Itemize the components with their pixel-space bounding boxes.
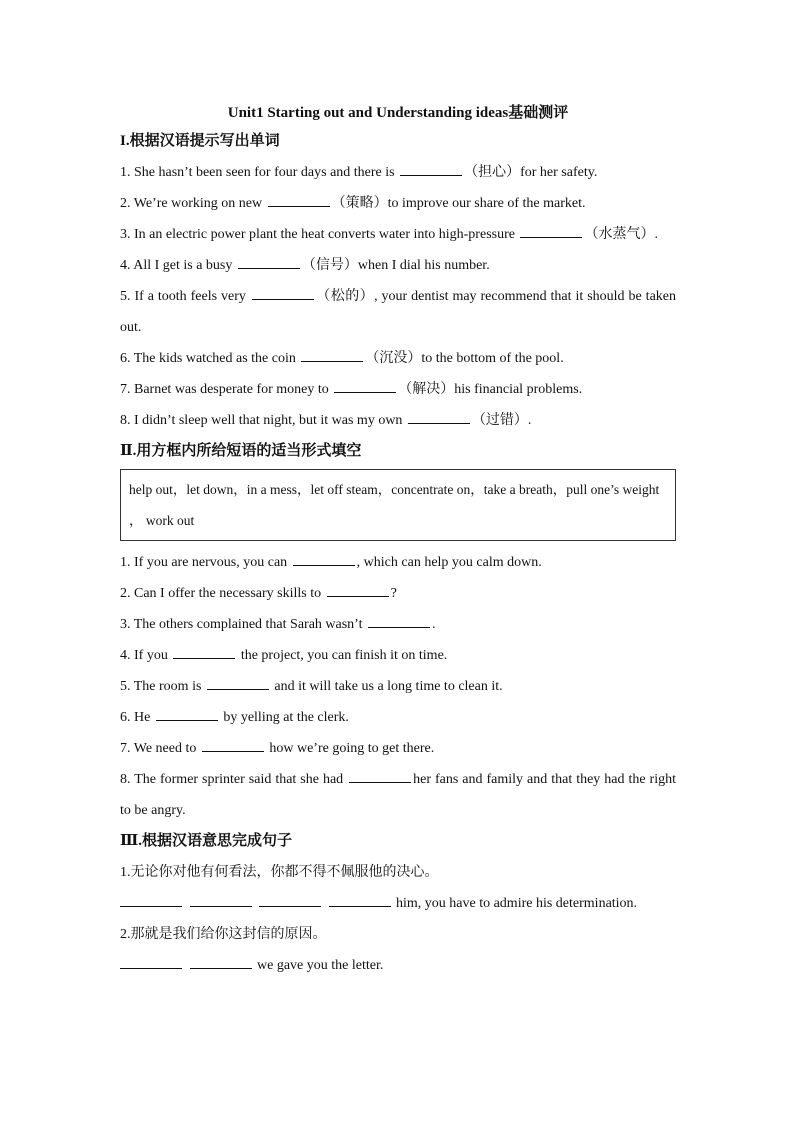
answer-blank[interactable]: [293, 551, 355, 566]
answer-blank[interactable]: [329, 892, 391, 907]
section-2-item: 8. The former sprinter said that she had her fans and family and that they had the right to be angry.: [120, 764, 676, 826]
answer-blank[interactable]: [173, 644, 235, 659]
answer-blank[interactable]: [252, 285, 314, 300]
answer-blank[interactable]: [349, 768, 411, 783]
section-1-item: 8. I didn’t sleep well that night, but it was my own （过错）.: [120, 405, 676, 436]
answer-blank[interactable]: [400, 161, 462, 176]
answer-blank[interactable]: [156, 706, 218, 721]
answer-blank[interactable]: [301, 347, 363, 362]
section-1-heading: I.根据汉语提示写出单词: [120, 133, 280, 149]
section-2-heading: Ⅱ.用方框内所给短语的适当形式填空: [120, 443, 362, 459]
phrase-box: help out，let down，in a mess，let off steam，concentrate on，take a breath，pull one’s weight ， work out: [120, 469, 676, 541]
section-1-item: 5. If a tooth feels very （松的）, your dentist may recommend that it should be taken out.: [120, 281, 676, 343]
answer-blank[interactable]: [327, 582, 389, 597]
section-2-item: 6. He by yelling at the clerk.: [120, 702, 676, 733]
section-1-item: 2. We’re working on new （策略）to improve our share of the market.: [120, 188, 676, 219]
worksheet-title: Unit1 Starting out and Understanding ideas基础测评: [227, 105, 569, 121]
answer-blank[interactable]: [368, 613, 430, 628]
section-3-prompt: 2.那就是我们给你这封信的原因。: [120, 927, 327, 942]
section-3-answer-line: we gave you the letter.: [120, 950, 676, 981]
answer-blank[interactable]: [190, 892, 252, 907]
section-2-item: 5. The room is and it will take us a long time to clean it.: [120, 671, 676, 702]
section-1-item: 3. In an electric power plant the heat converts water into high-pressure （水蒸气）.: [120, 219, 676, 250]
answer-blank[interactable]: [268, 192, 330, 207]
section-2-item: 3. The others complained that Sarah wasn’t .: [120, 609, 676, 640]
section-3-prompt: 1.无论你对他有何看法，你都不得不佩服他的决心。: [120, 865, 439, 880]
section-3-heading: Ⅲ.根据汉语意思完成句子: [120, 833, 293, 849]
section-2-item: 2. Can I offer the necessary skills to ?: [120, 578, 676, 609]
section-2-item: 7. We need to how we’re going to get there.: [120, 733, 676, 764]
answer-blank[interactable]: [238, 254, 300, 269]
section-1-item: 6. The kids watched as the coin （沉没）to the bottom of the pool.: [120, 343, 676, 374]
answer-blank[interactable]: [334, 378, 396, 393]
worksheet-page: [120, 100, 676, 981]
answer-blank[interactable]: [190, 954, 252, 969]
answer-blank[interactable]: [120, 892, 182, 907]
answer-blank[interactable]: [207, 675, 269, 690]
answer-blank[interactable]: [120, 954, 182, 969]
answer-blank[interactable]: [408, 409, 470, 424]
answer-blank[interactable]: [202, 737, 264, 752]
answer-blank[interactable]: [259, 892, 321, 907]
section-1-item: 4. All I get is a busy （信号）when I dial his number.: [120, 250, 676, 281]
section-1-item: 1. She hasn’t been seen for four days and there is （担心）for her safety.: [120, 157, 676, 188]
section-1-item: 7. Barnet was desperate for money to （解决）his financial problems.: [120, 374, 676, 405]
section-3-answer-line: him, you have to admire his determination.: [120, 888, 676, 919]
answer-blank[interactable]: [520, 223, 582, 238]
section-2-item: 1. If you are nervous, you can , which can help you calm down.: [120, 547, 676, 578]
section-2-item: 4. If you the project, you can finish it on time.: [120, 640, 676, 671]
